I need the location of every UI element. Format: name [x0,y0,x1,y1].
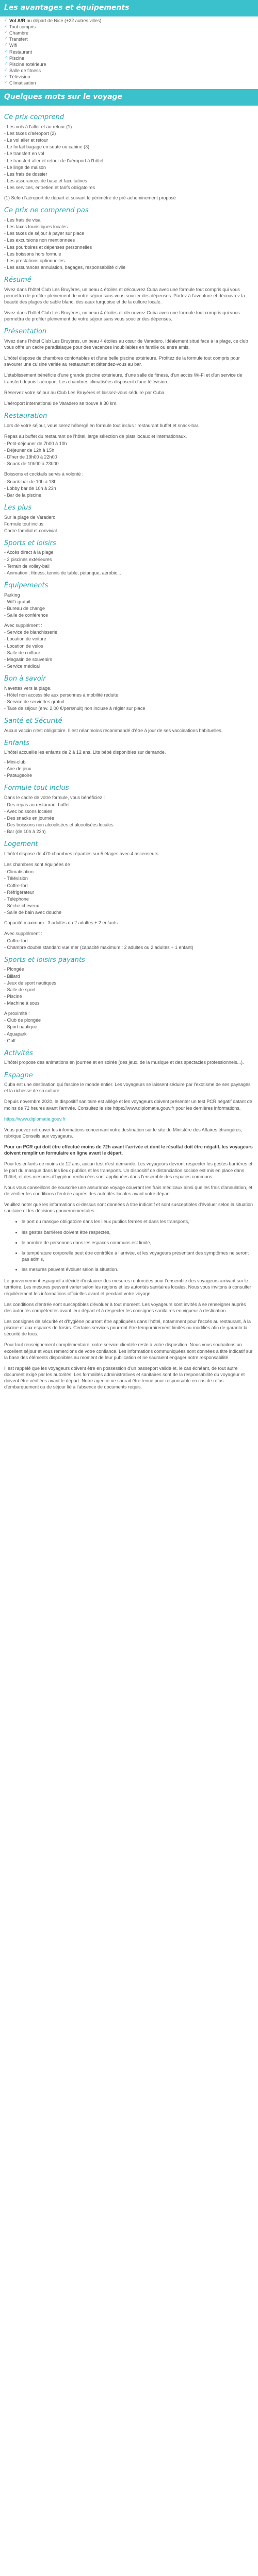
equipements-sub: Avec supplément : [4,623,42,629]
espagne-paragraph: Pour les enfants de moins de 12 ans, aucun test n'est demandé. Les voyageurs devront respecter les gestes barrières et le port du masque dans les lieux publics et les transports. Un dispositif de distanciation sociale est mis en place dans l'hôtel, et des mesures d'hygiène renforcées sont appliquées dans l'ensemble des espaces communs. [4,1161,252,1179]
espagne-paragraph: Pour tout renseignement complémentaire, notre service clientèle reste à votre disposition. Nous vous souhaitons un excellent séjour et vous remercions de votre confiance. Les informations communiquées sont données à titre indicatif sur la base des éléments disponibles au moment de leur publication et ne sauraient engager notre responsabilité. [4,1342,253,1360]
list-item: - Club de plongée [4,1018,41,1023]
presentation-paragraph: Vivez dans l'hôtel Club Les Bruyères, un beau 4 étoiles au cœur de Varadero. Idéalement situé face à la plage, ce club vous offre un cadre paradisiaque pour des vacances inoubliables en famille ou entre amis. [4,338,248,350]
bon-a-savoir-list [4,685,254,712]
bars-list [4,479,254,498]
bars-text: Boissons et cocktails servis à volonté : [4,471,84,477]
les-plus-heading: Les plus [4,503,32,512]
formule-heading: Formule tout inclus [4,784,69,792]
restauration-intro: Lors de votre séjour, vous serez hébergé en formule tout inclus : restaurant buffet et snack-bar. [4,422,200,428]
resume-paragraph: Vivez dans l'hôtel Club Les Bruyères, un beau 4 étoiles et découvrez Cuba avec une formule tout compris qui vous permettra de profiter pleinement de votre séjour sans vous soucier des dépenses. [4,310,240,322]
ce-prix-comprend-list [4,124,254,191]
bullet-item: • le port du masque obligatoire dans les lieux publics fermés et dans les transports, [22,1218,254,1225]
list-item: - Les frais de dossier [4,171,47,177]
bullet-item: • les gestes barrières doivent être respectés, [22,1229,254,1235]
list-item: - Sèche-cheveux [4,903,39,908]
equipements-details [4,592,254,670]
presentation-paragraph: L'établissement bénéficie d'une grande piscine extérieure, d'une salle de fitness, d'un accès Wi-Fi et d'un service de transfert depuis l'aéroport. Les chambres climatisées disposent d'une télévision. [4,372,243,384]
list-item: - Golf [4,1038,16,1043]
equipements-sub: Parking [4,592,20,598]
sante-paragraph: Aucun vaccin n'est obligatoire. Il est néanmoins recommandé d'être à jour de ses vaccinations habituelles. [4,727,223,733]
espagne-paragraph: Vous pouvez retrouver les informations concernant votre destination sur le site du Ministère des Affaires étrangères, rubrique Conseils aux voyageurs. [4,1127,243,1139]
espagne-paragraph: Nous vous conseillons de souscrire une assurance voyage couvrant les frais médicaux ainsi que les frais d'annulation, et de vérifier les conditions d'entrée auprès des autorités locales avant votre départ. [4,1184,252,1196]
espagne-paragraph: Les consignes de sécurité et d'hygiène pourront être appliquées dans l'hôtel, notamment pour l'accès au restaurant, à la piscine et aux espaces de loisirs. Certains services pourront être temporairement limités ou modifiés afin de garantir la sécurité de tous. [4,1318,251,1337]
presentation-paragraph: Réservez votre séjour au Club Les Bruyères et laissez-vous séduire par Cuba. [4,389,166,395]
list-item: - Déjeuner de 12h à 15h [4,447,55,453]
list-item: - Aquapark [4,1031,27,1037]
ne-comprend-pas-heading: Ce prix ne comprend pas [4,207,89,215]
voyage-banner: Quelques mots sur le voyage [0,89,258,106]
list-item: - Lobby bar de 10h à 23h [4,485,56,491]
list-item: - Les assurances annulation, bagages, responsabilité civile [4,264,126,270]
list-item: - Snack de 10h00 à 23h00 [4,461,59,467]
list-item: - Réfrigérateur [4,889,35,895]
activites-paragraph: L'hôtel propose des animations en journée et en soirée (des jeux, de la musique et des spectacles professionnels...). [4,1060,244,1065]
equip-item: ✓ Restaurant [4,49,258,55]
resume-paragraph: Vivez dans l'hôtel Club Les Bruyères, un beau 4 étoiles et découvrez Cuba avec une formule tout compris qui vous permettra de profiter pleinement de votre séjour sans vous soucier des dépenses. Partez à l'aventure et découvrez la beauté des plages de sable blanc, des eaux turquoise et de la culture locale. [4,286,245,304]
bullet-item: • le nombre de personnes dans les espaces communs est limité, [22,1240,254,1246]
list-item: - Le forfait bagage en soute ou cabine (3) [4,144,90,150]
list-item: - Les excursions non mentionnées [4,238,75,243]
list-item: - Des repas au restaurant buffet [4,802,70,807]
avec-supplement-list [4,930,254,950]
sports-payants-list [4,966,254,1044]
list-item: - Service médical [4,664,40,669]
equip-item: ✓ Wifi [4,42,258,48]
equip-item: ✓ Transfert [4,36,258,42]
voyage-section [0,106,258,1390]
list-item: - Coffre-fort [4,938,28,943]
espagne-paragraph: Il est rappelé que les voyageurs doivent être en possession d'un passeport valide et, le cas échéant, de tout autre document exigé par les autorités. Les formalités administratives et sanitaires sont de la responsabilité du voyageur et doivent être vérifiées avant le départ. Notre agence ne saurait être tenue pour responsable en cas de refus d'embarquement ou de séjour lié à l'absence de documents requis. [4,1365,245,1390]
equipements-heading: Équipements [4,582,49,590]
list-item: - Les vols à l'aller et au retour (1) [4,124,72,129]
list-item: - Location de voiture [4,636,46,642]
equip-item: ✓ Chambre [4,30,258,36]
list-item: - Des boissons non alcoolisées et alcoolisées locales [4,822,114,828]
equip-item: ✓ Piscine extérieure [4,61,258,67]
list-item: - Pataugeoire [4,772,33,778]
espagne-paragraph: Veuillez noter que les informations ci-dessus sont données à titre indicatif et sont susceptibles d'évoluer selon la situation sanitaire et les décisions gouvernementales : [4,1202,253,1214]
enfants-heading: Enfants [4,739,30,747]
enfants-list [4,759,254,778]
list-item: - Aire de jeux [4,766,31,771]
list-item: - Hôtel non accessible aux personnes à mobilité réduite [4,692,119,698]
formule-paragraph: Dans le cadre de votre formule, vous bénéficiez : [4,794,105,800]
list-item: - Service de serviettes gratuit [4,699,64,704]
list-item: - Les prestations optionnelles [4,258,65,263]
list-item: - Les boissons hors formule [4,251,61,257]
bullet-item: • les mesures peuvent évoluer selon la situation. [22,1266,254,1273]
espagne-paragraph: Les conditions d'entrée sont susceptibles d'évoluer à tout moment. Les voyageurs sont invités à se renseigner auprès des autorités compétentes avant leur départ et à respecter les consignes sanitaires en vigueur à destination. [4,1301,246,1313]
equip-item: ✓ Salle de fitness [4,67,258,74]
list-item: - Jeux de sport nautiques [4,980,57,986]
equip-item: ✓ Piscine [4,55,258,61]
espagne-paragraph: Le gouvernement espagnol a décidé d'instaurer des mesures renforcées pour l'ensemble des voyageurs arrivant sur le territoire. Les mesures peuvent varier selon les régions et les autorités sanitaires locales. Nous vous invitons à consulter régulièrement les informations officielles avant et pendant votre voyage. [4,1278,251,1296]
list-item: - Salle de bain avec douche [4,910,62,916]
list-item: - Le vol aller et retour [4,138,49,143]
diplomatie-link[interactable]: https://www.diplomatie.gouv.fr [4,1116,66,1122]
list-item: Avec supplément : [4,931,42,937]
equipements-banner: Les avantages et équipements [0,0,258,16]
presentation-paragraph: L'hôtel dispose de chambres confortables et d'une belle piscine extérieure. Profitez de la formule tout compris pour savourer une cuisine variée au restaurant et détendez-vous au bar. [4,355,240,367]
activites-heading: Activités [4,1049,33,1057]
list-item: - Dîner de 19h00 à 22h00 [4,454,57,460]
list-item: - Sport nautique [4,1024,38,1030]
list-item: - Piscine [4,993,22,999]
list-item: - Les services, entretien et tarifs obligatoires [4,185,95,191]
list-item: - Location de vélos [4,643,43,649]
restauration-heading: Restauration [4,412,47,420]
list-item: - Téléphone [4,896,29,902]
equipements-list [4,18,258,87]
list-item: - WiFi gratuit [4,599,31,604]
resume-heading: Résumé [4,276,31,284]
list-item: - Coffre-fort [4,883,28,888]
list-item: - Les assurances de base et facultatives [4,178,87,183]
list-item: Formule tout inclus [4,521,44,527]
bon-a-savoir-heading: Bon à savoir [4,675,46,683]
logement-paragraph: L'hôtel dispose de 470 chambres réparties sur 5 étages avec 4 ascenseurs. [4,851,160,856]
list-item: - Salle de sport [4,987,36,992]
espagne-paragraph: Cuba est une destination qui fascine le monde entier. Les voyageurs se laissent séduire par l'exotisme de ses paysages et la richesse de sa culture. [4,1082,251,1094]
sports-payants-sub: A proximité : [4,1011,30,1016]
list-item: - Terrain de volley-ball [4,563,50,569]
list-item: - Mini-club [4,759,26,765]
list-item: Cadre familial et convivial [4,528,57,533]
restauration-text: Repas au buffet du restaurant de l'hôtel, large sélection de plats locaux et internationaux. [4,433,187,439]
list-item: - Billard [4,973,20,979]
les-plus-list [4,514,254,534]
formule-list [4,802,254,835]
list-item: - Des snacks en journée [4,816,55,821]
presentation-paragraph: L'aéroport international de Varadero se trouve à 30 km. [4,400,118,406]
ce-prix-comprend-heading: Ce prix comprend [4,113,64,122]
list-item: - Salle de coiffure [4,650,40,655]
list-item: - Climatisation [4,869,34,875]
espagne-bullets [22,1218,254,1273]
list-item: - Les taxes de séjour à payer sur place [4,231,85,236]
list-item: - Le linge de maison [4,164,46,170]
bullet-item: • la température corporelle peut être contrôlée à l'arrivée, et les voyageurs présentant des symptômes ne seront pas admis, [22,1250,254,1262]
list-item: - Le transfert en vol [4,151,44,157]
logement-paragraph: Les chambres sont équipées de : [4,862,73,868]
list-item: - Animation : fitness, tennis de table, pétanque, aérobic... [4,570,121,575]
restauration-hours [4,440,254,467]
sports-list [4,549,254,576]
espagne-highlight: Pour un PCR qui doit être effectué moins de 72h avant l'arrivée et dont le résultat doit être négatif, les voyageurs doivent remplir un formulaire en ligne avant le départ. [4,1144,253,1156]
list-item: - Avec boissons locales [4,808,53,814]
list-item: - Petit-déjeuner de 7h00 à 10h [4,440,67,446]
equip-item: ✓ Télévision [4,74,258,80]
equip-item-vol: ✓ Vol A/R au départ de Nice (+22 autres villes) [4,18,258,24]
sports-payants-heading: Sports et loisirs payants [4,956,85,964]
espagne-paragraph: Depuis novembre 2020, le dispositif sanitaire est allégé et les voyageurs doivent présenter un test PCR négatif datant de moins de 72 heures avant l'arrivée. Consultez le site https://www.diplomatie.gouv.fr pour les dernières informations. [4,1099,252,1111]
list-item: - 2 piscines extérieures [4,556,52,562]
espagne-heading: Espagne [4,1071,33,1079]
list-item: - Les frais de visa [4,217,41,223]
logement-heading: Logement [4,840,38,849]
list-item: - Magasin de souvenirs [4,656,53,662]
list-item: - Les pourboires et dépenses personnelles [4,244,92,250]
list-item: - Plongée [4,967,24,972]
ne-comprend-pas-list [4,217,254,270]
list-item: - Bureau de change [4,605,45,611]
list-item: - Salle de conférence [4,613,49,618]
logement-list [4,869,254,916]
list-item: - Bar de la piscine [4,492,42,498]
list-item: Navettes vers la plage. [4,685,52,691]
list-item: - Machine à sous [4,1001,40,1006]
sante-heading: Santé et Sécurité [4,717,62,725]
list-item: - Bar (de 10h à 23h) [4,829,46,835]
list-item: - Le transfert aller et retour de l'aéroport à l'hôtel [4,158,104,163]
list-item: - Service de blanchisserie [4,630,58,635]
enfants-paragraph: L'hôtel accueille les enfants de 2 à 12 ans. Lits bébé disponibles sur demande. [4,750,166,755]
list-item: - Les taxes touristiques locales [4,224,68,230]
equip-item: ✓ Tout compris [4,24,258,30]
equip-item: ✓ Climatisation [4,80,258,86]
list-item: - Accès direct à la plage [4,550,54,555]
list-item: - Télévision [4,876,28,882]
list-item: - Chambre double standard vue mer (capacité maximum : 2 adultes ou 2 adultes + 1 enfant) [4,944,194,950]
list-item: - Les taxes d'aéroport (2) [4,131,56,137]
logement-capacity: Capacité maximum : 3 adultes ou 2 adultes + 2 enfants [4,920,118,926]
list-item: Sur la plage de Varadero [4,514,56,520]
presentation-heading: Présentation [4,328,47,336]
list-item: - Snack-bar de 10h à 18h [4,479,57,484]
list-item: - Taxe de séjour (env. 2,00 €/pers/nuit) non incluse à régler sur place [4,706,146,711]
sports-heading: Sports et loisirs [4,539,56,547]
comprend-note: (1) Selon l'aéroport de départ et suivant le périmètre de pré-acheminement proposé [4,195,176,201]
espagne-paragraph [4,1116,254,1122]
